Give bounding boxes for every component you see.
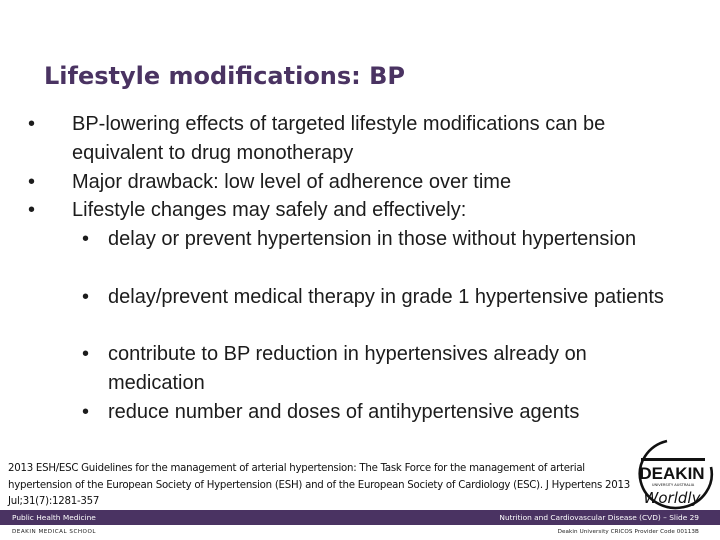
sub-bullet-item bbox=[82, 283, 668, 312]
bullet-symbol: • bbox=[28, 199, 36, 222]
bullet-symbol: • bbox=[28, 113, 36, 135]
footer-school: DEAKIN MEDICAL SCHOOL bbox=[12, 529, 96, 535]
logo-tagline: Worldly bbox=[643, 489, 701, 507]
bullet-text: BP-lowering effects of targeted lifestyle modifications can be equivalent to drug monotherapy bbox=[72, 113, 606, 164]
bullet-symbol: • bbox=[28, 170, 36, 193]
bullet-symbol: • bbox=[82, 401, 90, 423]
sub-bullet-item bbox=[82, 340, 668, 398]
bullet-symbol: • bbox=[82, 228, 90, 251]
bullet-text: Lifestyle changes may safely and effectively: bbox=[72, 199, 467, 222]
deakin-worldly-logo bbox=[627, 437, 715, 511]
logo-name: DEAKIN bbox=[639, 464, 705, 483]
reference-citation: 2013 ESH/ESC Guidelines for the management of arterial hypertension: The Task Force for the management of arterial hypertension of the European Society of Hypertension (ESH) and of the European Society of Cardiology (ESC). J Hypertens 2013 Jul;31(7):1281-357 bbox=[8, 463, 630, 507]
footer-left-text: Public Health Medicine bbox=[12, 513, 96, 522]
slide-title: Lifestyle modifications: BP bbox=[44, 62, 406, 90]
sub-bullet-item bbox=[82, 225, 668, 254]
footer-slide-info: Nutrition and Cardiovascular Disease (CVD) – Slide 29 bbox=[499, 513, 699, 522]
sub-bullet-item bbox=[82, 398, 668, 427]
bullet-text: Major drawback: low level of adherence over time bbox=[72, 170, 512, 193]
footer-bar bbox=[0, 510, 720, 525]
bullet-item bbox=[28, 168, 672, 197]
bullet-text: delay or prevent hypertension in those without hypertension bbox=[108, 228, 637, 251]
footer-cricos: Deakin University CRICOS Provider Code 00113B bbox=[557, 529, 699, 535]
bullet-item bbox=[28, 196, 672, 225]
bullet-text: delay/prevent medical therapy in grade 1 hypertensive patients bbox=[108, 285, 664, 308]
logo-rule bbox=[641, 458, 705, 461]
bullet-text: contribute to BP reduction in hypertensives already on medication bbox=[108, 343, 587, 395]
bullet-item bbox=[28, 110, 672, 168]
bullet-symbol: • bbox=[82, 343, 90, 366]
logo-subtitle: UNIVERSITY AUSTRALIA bbox=[651, 483, 695, 487]
bullet-symbol: • bbox=[82, 285, 90, 308]
bullet-text: reduce number and doses of antihypertensive agents bbox=[108, 401, 580, 423]
